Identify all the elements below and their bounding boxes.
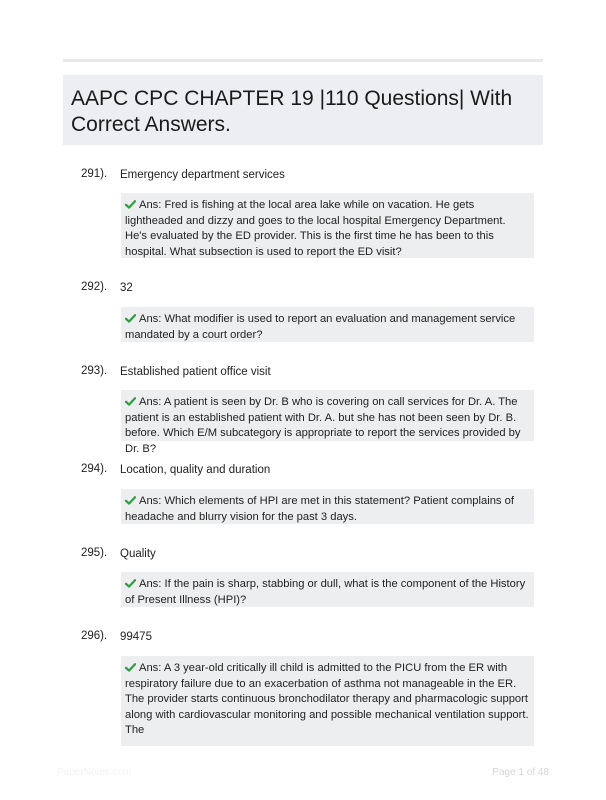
check-icon — [125, 200, 136, 209]
answer-text: Ans: A 3 year-old critically ill child is admitted to the PICU from the ER with respiratory failure due to an exacerbation of asthma not manageable in the ER. The provider starts continuous bronchodilator therapy and pharmacologic support along with cardiovascular monitoring and possible mechanical ventilation support. The — [125, 662, 529, 737]
footer-page-number: Page 1 of 48 — [492, 767, 549, 778]
check-icon — [125, 496, 136, 505]
question-number: 294). — [81, 463, 108, 475]
check-icon — [125, 397, 136, 406]
question-term: Established patient office visit — [120, 366, 271, 378]
answer-box — [121, 193, 534, 258]
question-term: Location, quality and duration — [120, 464, 271, 476]
check-icon — [125, 314, 136, 323]
question-number: 292). — [81, 281, 108, 293]
answer-box — [121, 489, 534, 524]
question-number: 291). — [81, 168, 108, 180]
answer-text: Ans: Which elements of HPI are met in this statement? Patient complains of headache and blurry vision for the past 3 days. — [125, 495, 514, 523]
answer-box — [121, 390, 534, 455]
question-term: Emergency department services — [120, 169, 285, 181]
top-divider — [63, 59, 543, 62]
question-term: 99475 — [120, 631, 152, 643]
title-banner — [63, 75, 543, 145]
answer-text: Ans: What modifier is used to report an evaluation and management service mandated by a court order? — [125, 313, 516, 341]
answer-box — [121, 572, 534, 607]
question-term: Quality — [120, 548, 156, 560]
question-term: 32 — [120, 282, 133, 294]
check-icon — [125, 663, 136, 672]
answer-text: Ans: Fred is fishing at the local area lake while on vacation. He gets lightheaded and dizzy and goes to the local hospital Emergency Department. He's evaluated by the ED provider. This is the first time he has been to this hospital. What subsection is used to report the ED visit? — [125, 199, 506, 258]
answer-box — [121, 307, 534, 342]
question-number: 296). — [81, 630, 108, 642]
answer-box — [121, 656, 534, 746]
question-number: 295). — [81, 547, 108, 559]
answer-text: Ans: If the pain is sharp, stabbing or dull, what is the component of the History of Present Illness (HPI)? — [125, 578, 526, 606]
question-number: 293). — [81, 365, 108, 377]
footer-site: PaperNotes.com — [57, 767, 132, 778]
check-icon — [125, 579, 136, 588]
page-title: AAPC CPC CHAPTER 19 |110 Questions| With Correct Answers. — [71, 87, 513, 136]
answer-text: Ans: A patient is seen by Dr. B who is covering on call services for Dr. A. The patient is an established patient with Dr. A. but she has not been seen by Dr. B. before. Which E/M subcategory is appropriate to report the services provided by Dr. B? — [125, 396, 521, 455]
